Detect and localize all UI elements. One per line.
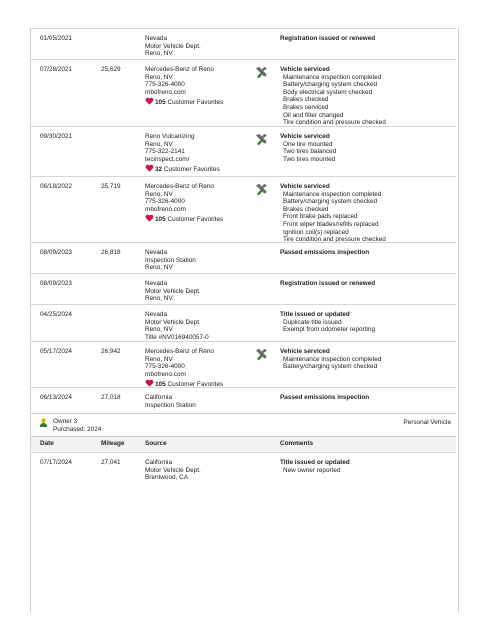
source-line: mbofreno.com (145, 205, 186, 213)
source-line: Nevada (145, 35, 168, 42)
favorites-count: 105 (155, 99, 166, 107)
source-line: Reno, NV (145, 295, 173, 303)
source-line: Reno, NV (145, 73, 173, 81)
row-source (145, 280, 201, 303)
customer-favorites (145, 164, 220, 174)
row-date: 08/09/2023 (40, 280, 72, 287)
favorites-count: 105 (155, 381, 166, 389)
source-line: Nevada (145, 249, 168, 256)
favorites-count: 32 (155, 166, 163, 174)
history-row (31, 452, 456, 482)
comment-detail: Battery/charging system checked (283, 81, 378, 89)
customer-favorites (145, 214, 223, 224)
source-line: Mercedes-Benz of Reno (145, 66, 214, 73)
row-comments (280, 311, 375, 334)
source-line: California (145, 459, 172, 466)
comment-detail: Maintenance inspection completed (283, 355, 382, 363)
row-mileage: 26,818 (101, 249, 121, 256)
heart-icon (145, 214, 154, 222)
comment-title: Vehicle serviced (280, 348, 330, 355)
source-line: Reno, NV (145, 190, 173, 198)
comment-title: Title issued or updated (280, 459, 350, 466)
wrench-screwdriver-icon (255, 183, 268, 196)
source-line: Reno, NV (145, 264, 173, 272)
row-comments (280, 394, 369, 402)
comment-detail: Brakes serviced (283, 103, 329, 111)
comment-detail: Duplicate title issued (283, 318, 342, 326)
row-date: 08/09/2023 (40, 249, 72, 256)
source-line: Motor Vehicle Dept. (145, 287, 201, 295)
person-icon (39, 418, 48, 427)
history-row (31, 176, 456, 244)
row-source (145, 66, 223, 107)
column-comments: Comments (280, 440, 314, 447)
comment-detail: Body electrical system checked (283, 88, 373, 96)
row-comments (280, 348, 381, 371)
history-row (31, 59, 456, 127)
row-date: 04/25/2024 (40, 311, 72, 318)
comment-detail: Brakes checked (283, 205, 329, 213)
comment-detail: Tire condition and pressure checked (283, 119, 386, 127)
owner-purchased: Purchased: 2024 (53, 426, 102, 433)
source-line: mbofreno.com (145, 88, 186, 96)
column-source: Source (145, 440, 167, 447)
source-line: 775-322-2141 (145, 148, 185, 156)
row-source (145, 249, 196, 272)
favorites-label: Customer Favorites (167, 99, 224, 107)
source-line: Reno, NV (145, 50, 173, 58)
row-mileage: 25,719 (101, 183, 121, 190)
row-source (145, 348, 223, 389)
row-date: 07/17/2024 (40, 459, 72, 466)
row-mileage: 27,018 (101, 394, 121, 401)
comment-title: Vehicle serviced (280, 66, 330, 73)
row-source (145, 133, 220, 174)
heart-icon (145, 97, 154, 105)
wrench-screwdriver-icon (255, 348, 268, 361)
row-comments (280, 249, 369, 257)
comment-detail: Exempt from odometer reporting (283, 326, 375, 334)
comment-detail: Two tires mounted (283, 155, 336, 163)
comment-detail: Front wiper blades/refills replaced (283, 220, 379, 228)
source-line: tecinspect.com/ (145, 155, 190, 163)
row-source (145, 394, 196, 409)
comment-title: Registration issued or renewed (280, 35, 376, 42)
report-frame (30, 28, 459, 613)
wrench-screwdriver-icon (255, 66, 268, 79)
source-line: Nevada (145, 280, 168, 287)
source-line: Inspection Station (145, 256, 196, 264)
source-line: Mercedes-Benz of Reno (145, 348, 214, 355)
comment-detail: Maintenance inspection completed (283, 190, 382, 198)
row-mileage: 26,942 (101, 348, 121, 355)
comment-detail: Tire condition and pressure checked (283, 236, 386, 244)
row-date: 06/13/2024 (40, 394, 72, 401)
comment-title: Passed emissions inspection (280, 394, 370, 401)
comment-title: Title issued or updated (280, 311, 350, 318)
history-row (31, 387, 456, 409)
favorites-label: Customer Favorites (167, 216, 224, 224)
row-comments (280, 280, 375, 288)
comment-title: Vehicle serviced (280, 183, 330, 190)
comment-detail: Oil and filter changed (283, 111, 344, 119)
source-line: Title #NV016940057-0 (145, 333, 209, 341)
heart-icon (145, 164, 154, 172)
source-line: Brentwood, CA (145, 474, 188, 482)
history-row (31, 341, 456, 389)
comment-detail: Brakes checked (283, 96, 329, 104)
source-line: Motor Vehicle Dept. (145, 42, 201, 50)
source-line: Mercedes-Benz of Reno (145, 183, 214, 190)
history-row (31, 126, 456, 174)
favorites-label: Customer Favorites (167, 381, 224, 389)
comment-detail: Front brake pads replaced (283, 213, 358, 221)
comment-detail: One tire mounted (283, 140, 333, 148)
row-source (145, 311, 209, 341)
source-line: mbofreno.com (145, 370, 186, 378)
row-mileage: 27,041 (101, 459, 121, 466)
comment-title: Registration issued or renewed (280, 280, 376, 287)
wrench-screwdriver-icon (255, 133, 268, 146)
owner-title: Owner 3 (53, 418, 78, 425)
column-mileage: Mileage (101, 440, 125, 447)
history-row (31, 242, 456, 272)
row-comments (280, 183, 386, 244)
history-row (31, 28, 456, 58)
favorites-count: 105 (155, 216, 166, 224)
source-line: Inspection Station (145, 401, 196, 409)
source-line: Reno Vulcanizing (145, 133, 195, 140)
history-row (31, 273, 456, 303)
comment-title: Passed emissions inspection (280, 249, 370, 256)
comment-detail: Maintenance inspection completed (283, 73, 382, 81)
comment-title: Vehicle serviced (280, 133, 330, 140)
owner-vehicle-type: Personal Vehicle (403, 419, 451, 426)
column-date: Date (40, 440, 54, 447)
owner-3-header (31, 413, 456, 437)
source-line: 775-326-4000 (145, 363, 185, 371)
customer-favorites (145, 97, 223, 107)
row-source (145, 183, 223, 224)
source-line: Motor Vehicle Dept. (145, 318, 201, 326)
row-mileage: 25,629 (101, 66, 121, 73)
source-line: 775-326-4000 (145, 198, 185, 206)
favorites-label: Customer Favorites (163, 166, 220, 174)
source-line: Motor Vehicle Dept. (145, 466, 201, 474)
comment-detail: Battery/charging system checked (283, 198, 378, 206)
row-source (145, 459, 201, 482)
source-line: Nevada (145, 311, 168, 318)
source-line: Reno, NV (145, 326, 173, 334)
row-comments (280, 35, 375, 43)
comment-detail: Ignition coil(s) replaced (283, 228, 349, 236)
comment-detail: Two tires balanced (283, 148, 337, 156)
source-line: 775-326-4000 (145, 81, 185, 89)
comment-detail: Battery/charging system checked (283, 363, 378, 371)
source-line: Reno, NV (145, 140, 173, 148)
row-date: 09/30/2021 (40, 133, 72, 140)
row-comments (280, 133, 336, 163)
row-source (145, 35, 201, 58)
row-date: 07/28/2021 (40, 66, 72, 73)
row-comments (280, 66, 386, 127)
comment-detail: New owner reported (283, 466, 341, 474)
history-row (31, 304, 456, 341)
row-comments (280, 459, 350, 474)
source-line: Reno, NV (145, 355, 173, 363)
source-line: California (145, 394, 172, 401)
row-date: 01/05/2021 (40, 35, 72, 42)
row-date: 05/17/2024 (40, 348, 72, 355)
row-date: 06/18/2022 (40, 183, 72, 190)
column-header (31, 437, 456, 451)
